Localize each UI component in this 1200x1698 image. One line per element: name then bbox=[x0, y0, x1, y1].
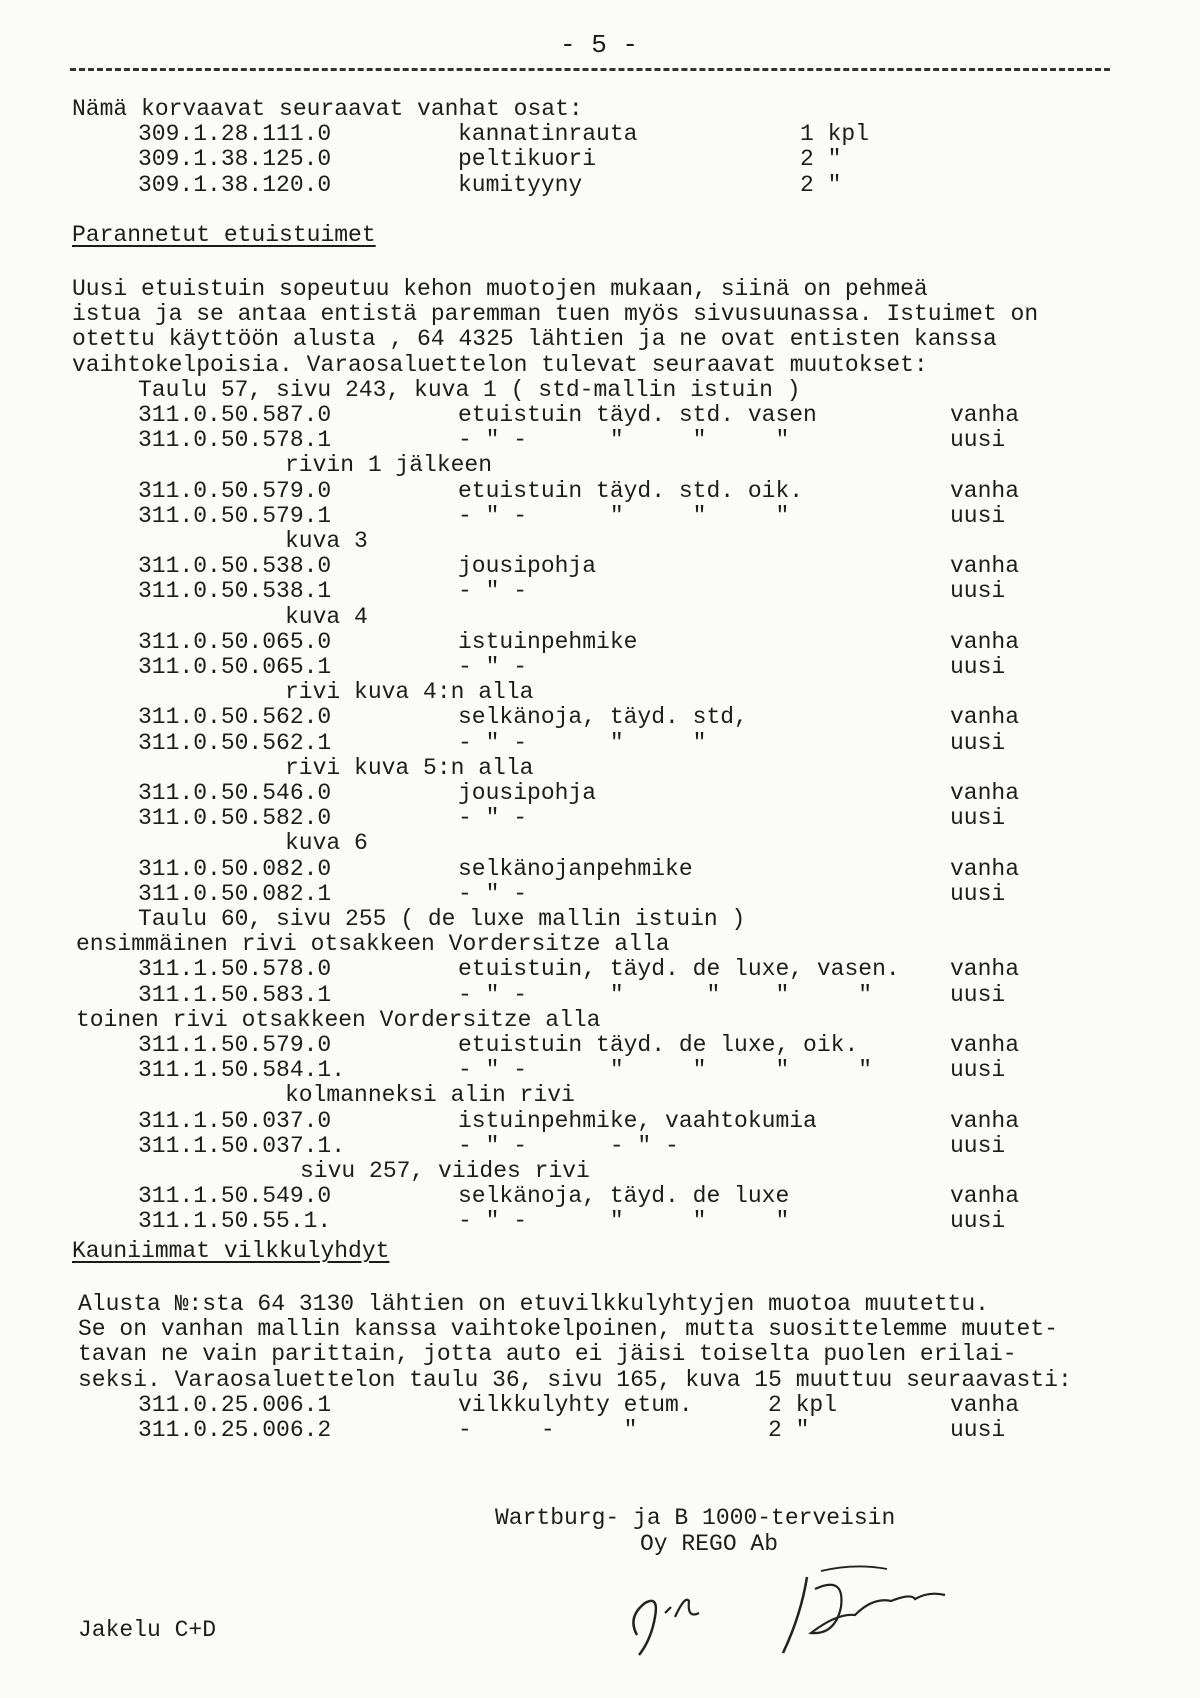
part-status: uusi bbox=[950, 427, 1006, 454]
part-description: - " - " " " " bbox=[458, 1057, 873, 1084]
part-code: 311.0.50.065.1 bbox=[138, 654, 332, 680]
old-part-qty: 2 " bbox=[800, 171, 842, 198]
part-qty: 2 kpl bbox=[768, 1391, 838, 1418]
catalog-note: kuva 6 bbox=[285, 830, 368, 857]
part-qty: 2 " bbox=[768, 1417, 810, 1443]
section-heading-signals: Kauniimmat vilkkulyhdyt bbox=[72, 1238, 390, 1264]
page-number: - 5 - bbox=[560, 30, 639, 60]
old-part-qty: 2 " bbox=[800, 146, 842, 173]
part-status: vanha bbox=[950, 402, 1020, 428]
catalog-note: toinen rivi otsakkeen Vordersitze alla bbox=[76, 1006, 601, 1033]
part-code: 311.1.50.037.0 bbox=[138, 1107, 332, 1134]
part-code: 311.1.50.549.0 bbox=[138, 1183, 332, 1210]
catalog-note: kuva 4 bbox=[285, 603, 368, 630]
part-description: selkänoja, täyd. de luxe bbox=[458, 1183, 790, 1210]
part-status: vanha bbox=[950, 1391, 1020, 1418]
part-status: uusi bbox=[950, 1132, 1006, 1159]
old-part-qty: 1 kpl bbox=[800, 121, 870, 148]
part-status: uusi bbox=[950, 880, 1006, 907]
part-description: - - " bbox=[458, 1417, 638, 1443]
part-code: 311.0.25.006.2 bbox=[138, 1417, 332, 1443]
part-status: uusi bbox=[950, 729, 1006, 756]
part-code: 311.0.50.546.0 bbox=[138, 780, 332, 806]
part-code: 311.1.50.55.1. bbox=[138, 1208, 332, 1235]
signals-paragraph-line: Se on vanhan mallin kanssa vaihtokelpoinen, mutta suosittelemme muutet- bbox=[78, 1316, 1058, 1343]
part-status: uusi bbox=[950, 654, 1006, 680]
part-code: 311.1.50.578.0 bbox=[138, 956, 332, 983]
catalog-note: sivu 257, viides rivi bbox=[300, 1158, 590, 1184]
signals-paragraph-line: tavan ne vain parittain, jotta auto ei jäisi toiselta puolen erilai- bbox=[78, 1341, 1017, 1368]
catalog-note: rivi kuva 4:n alla bbox=[285, 679, 534, 706]
part-description: - " - - " - bbox=[458, 1132, 679, 1159]
old-part-code: 309.1.28.111.0 bbox=[138, 121, 332, 148]
part-status: vanha bbox=[950, 553, 1020, 580]
part-description: jousipohja bbox=[458, 780, 597, 806]
seats-paragraph-line: istua ja se antaa entistä paremman tuen myös sivusuunassa. Istuimet on bbox=[72, 301, 1039, 328]
part-description: selkänoja, täyd. std, bbox=[458, 704, 748, 731]
catalog-note: kuva 3 bbox=[285, 528, 368, 554]
part-code: 311.0.50.082.0 bbox=[138, 855, 332, 882]
handwritten-signature bbox=[615, 1555, 975, 1660]
part-status: uusi bbox=[950, 805, 1006, 832]
old-part-name: kumityyny bbox=[458, 171, 583, 198]
part-code: 311.0.50.082.1 bbox=[138, 880, 332, 907]
closing-greeting: Wartburg- ja B 1000-terveisin bbox=[495, 1505, 896, 1531]
part-code: 311.1.50.037.1. bbox=[138, 1132, 346, 1159]
part-description: - " - " " " " bbox=[458, 981, 873, 1008]
old-part-code: 309.1.38.120.0 bbox=[138, 171, 332, 198]
part-status: vanha bbox=[950, 1107, 1020, 1134]
part-status: uusi bbox=[950, 578, 1006, 605]
header-divider bbox=[70, 68, 1110, 71]
part-code: 311.0.50.538.1 bbox=[138, 578, 332, 605]
part-code: 311.0.50.587.0 bbox=[138, 402, 332, 428]
part-description: - " - " " bbox=[458, 729, 707, 756]
part-status: vanha bbox=[950, 628, 1020, 655]
part-status: uusi bbox=[950, 1208, 1006, 1235]
part-description: - " - " " " bbox=[458, 427, 790, 454]
part-code: 311.0.50.562.0 bbox=[138, 704, 332, 731]
part-description: vilkkulyhty etum. bbox=[458, 1391, 693, 1418]
part-description: etuistuin täyd. std. vasen bbox=[458, 402, 817, 428]
part-status: vanha bbox=[950, 704, 1020, 731]
part-description: istuinpehmike bbox=[458, 628, 638, 655]
part-status: vanha bbox=[950, 956, 1020, 983]
part-status: uusi bbox=[950, 502, 1006, 529]
part-status: uusi bbox=[950, 1417, 1006, 1443]
catalog-note: Taulu 57, sivu 243, kuva 1 ( std-mallin istuin ) bbox=[138, 376, 801, 403]
part-description: selkänojanpehmike bbox=[458, 855, 693, 882]
old-part-code: 309.1.38.125.0 bbox=[138, 146, 332, 173]
part-description: jousipohja bbox=[458, 553, 597, 580]
signals-paragraph-line: seksi. Varaosaluettelon taulu 36, sivu 165, kuva 15 muuttuu seuraavasti: bbox=[78, 1366, 1072, 1393]
part-description: - " - bbox=[458, 880, 528, 907]
seats-paragraph-line: Uusi etuistuin sopeutuu kehon muotojen mukaan, siinä on pehmeä bbox=[72, 276, 928, 302]
company-name: Oy REGO Ab bbox=[640, 1531, 779, 1557]
part-code: 311.0.50.578.1 bbox=[138, 427, 332, 454]
part-description: etuistuin, täyd. de luxe, vasen. bbox=[458, 956, 900, 983]
part-code: 311.0.50.579.0 bbox=[138, 477, 332, 504]
part-code: 311.1.50.583.1 bbox=[138, 981, 332, 1008]
seats-paragraph-line: otettu käyttöön alusta , 64 4325 lähtien ja ne ovat entisten kanssa bbox=[72, 326, 997, 353]
part-code: 311.0.50.582.0 bbox=[138, 805, 332, 832]
part-status: vanha bbox=[950, 855, 1020, 882]
part-description: - " - " " " bbox=[458, 1208, 790, 1235]
part-code: 311.1.50.579.0 bbox=[138, 1032, 332, 1058]
part-description: istuinpehmike, vaahtokumia bbox=[458, 1107, 817, 1134]
part-description: - " - bbox=[458, 805, 528, 832]
old-part-name: peltikuori bbox=[458, 146, 597, 173]
seats-paragraph-line: vaihtokelpoisia. Varaosaluettelon tulevat seuraavat muutokset: bbox=[72, 351, 928, 378]
part-code: 311.0.50.065.0 bbox=[138, 628, 332, 655]
part-status: vanha bbox=[950, 477, 1020, 504]
section-heading-seats: Parannetut etuistuimet bbox=[72, 222, 376, 248]
catalog-note: kolmanneksi alin rivi bbox=[285, 1082, 575, 1109]
part-status: uusi bbox=[950, 981, 1006, 1008]
part-code: 311.0.50.538.0 bbox=[138, 553, 332, 580]
part-status: vanha bbox=[950, 1183, 1020, 1210]
part-code: 311.1.50.584.1. bbox=[138, 1057, 346, 1084]
part-description: etuistuin täyd. std. oik. bbox=[458, 477, 804, 504]
part-code: 311.0.50.579.1 bbox=[138, 502, 332, 529]
part-description: etuistuin täyd. de luxe, oik. bbox=[458, 1032, 859, 1058]
distribution-note: Jakelu C+D bbox=[78, 1617, 217, 1643]
catalog-note: ensimmäinen rivi otsakkeen Vordersitze alla bbox=[76, 931, 670, 958]
part-description: - " - bbox=[458, 654, 528, 680]
old-part-name: kannatinrauta bbox=[458, 121, 638, 148]
part-code: 311.0.50.562.1 bbox=[138, 729, 332, 756]
part-description: - " - bbox=[458, 578, 528, 605]
catalog-note: rivin 1 jälkeen bbox=[285, 452, 493, 479]
part-description: - " - " " " bbox=[458, 502, 790, 529]
catalog-note: rivi kuva 5:n alla bbox=[285, 754, 534, 781]
part-status: vanha bbox=[950, 1032, 1020, 1058]
part-status: uusi bbox=[950, 1057, 1006, 1084]
part-code: 311.0.25.006.1 bbox=[138, 1391, 332, 1418]
signals-paragraph-line: Alusta №:sta 64 3130 lähtien on etuvilkkulyhtyjen muotoa muutettu. bbox=[78, 1291, 989, 1317]
part-status: vanha bbox=[950, 780, 1020, 806]
intro-line: Nämä korvaavat seuraavat vanhat osat: bbox=[72, 96, 583, 122]
catalog-note: Taulu 60, sivu 255 ( de luxe mallin istuin ) bbox=[138, 906, 746, 932]
